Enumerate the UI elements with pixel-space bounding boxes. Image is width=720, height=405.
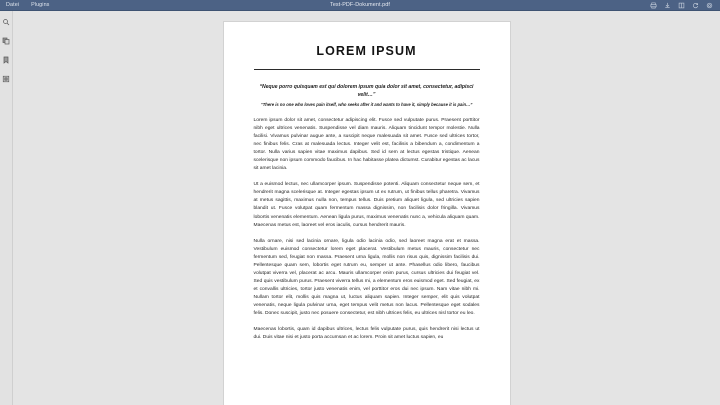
document-canvas[interactable] xyxy=(13,11,720,405)
title-bar-actions xyxy=(650,2,720,9)
sidebar-item-layers[interactable] xyxy=(1,73,12,84)
workspace xyxy=(0,11,720,405)
quote-latin: “Neque porro quisquam est qui dolorem ipsum quia dolor sit amet, consectetur, adipisci velit…” xyxy=(259,84,474,98)
window-title: Test-PDF-Dokument.pdf xyxy=(330,2,390,8)
sidebar-item-search[interactable] xyxy=(1,16,12,27)
body-paragraph: Ut a euismod lectus, nec ullamcorper ipsum. Suspendisse potenti. Aliquam consectetur neque sem, et hendrerit magna scelerisque at. Integer egestas ipsum ut ex rutrum, ut finibus tellus pharetra. Vivamus at metus sagittis, maximus nulla non, tempus tellus. Duis pretium aliquet ligula, sed ultricies sapien blandit ut. Fusce volutpat quam fermentum massa dignissim, non facilisis dolor fringilla. Vivamus lobortis venenatis elementum. Aenean ligula purus, maximus venenatis nunc a, vehicula aliquam quam. Maecenas metus est, laoreet vel eros iaculis, cursus hendrerit mauris. xyxy=(253,182,480,228)
menu-item-datei[interactable]: Datei xyxy=(6,2,20,8)
body-paragraph: Lorem ipsum dolor sit amet, consectetur adipiscing elit. Fusce sed vulputate purus. Praesent porttitor nibh eget ultrices venenatis. Suspendisse vel diam mauris. Aliquam tincidunt tempor molestie. Nulla facilisi. Vivamus pulvinar augue ante, a suscipit neque malesuada sit amet. Fusce sed ultrices tortor, nec finibus felis. Cras at malesuada lectus. Integer velit est, facilisis a bibendum a, condimentum a tortor. Nulla varius sapien vitae maximus dapibus. Sed id sem at lectus egestas tristique. Aenean scelerisque non ipsum commodo faucibus. In hac habitasse platea dictumst. Curabitur egestas ac lacus sit amet lacinia. xyxy=(253,118,480,172)
tool-sidebar xyxy=(0,11,13,405)
settings-icon[interactable] xyxy=(706,2,713,9)
rotate-icon[interactable] xyxy=(692,2,699,9)
sidebar-item-bookmarks[interactable] xyxy=(1,54,12,65)
page-fit-icon[interactable] xyxy=(678,2,685,9)
menu-item-plugins[interactable]: Plugins xyxy=(31,2,50,8)
body-paragraph: Nulla ornare, nisi sed lacinia ornare, ligula odio lacinia odio, sed laoreet magna erat et massa. Vestibulum euismod consectetur lorem eget placerat. Vestibulum metus mauris, consectetur nec fermentum sed, feugiat non massa. Praesent urna ligula, mollis non risus quis, dignissim facilisis dui. Pellentesque quam sem, lobortis eget rutrum eu, semper ut ante. Phasellus odio libero, faucibus volutpat viverra vel, placerat ac arcu. Mauris ullamcorper enim purus, cursus ultricies dui feugiat vel. Sed quis vestibulum purus. Praesent viverra tellus mi, a elementum eros euismod eget. Sed feugiat, ex et convallis ultricies, tortor justo venenatis enim, vel porttitor eros dui nec ipsum. Nam vitae nibh mi. Nullam tortor elit, mollis quis magna ut, luctus aliquam sapien. Integer semper, elit quis volutpat venenatis, neque ligula pulvinar urna, eget tempus velit metus non lacus. Pellentesque eget sodales felis. Donec suscipit, justo nec posuere consectetur, est nibh ultrices felis, eu ultrices nisl tortor eu leo. xyxy=(253,238,480,317)
quote-english: “There is no one who loves pain itself, who seeks after it and wants to have it, simply because it is pain…” xyxy=(260,102,473,107)
document-heading: LOREM IPSUM xyxy=(316,44,417,58)
download-icon[interactable] xyxy=(664,2,671,9)
menu-bar xyxy=(0,0,49,10)
sidebar-item-thumbnails[interactable] xyxy=(1,35,12,46)
print-icon[interactable] xyxy=(650,2,657,9)
pdf-page xyxy=(224,22,510,405)
body-paragraph: Maecenas lobortis, quam id dapibus ultrices, lectus felis vulputate purus, quis hendrerit nisi lectus ut dui. Duis vitae nisi et justo porta accumsan et ac lorem. Proin sit amet luctus sapien, eu xyxy=(253,327,480,341)
title-bar xyxy=(0,0,720,11)
heading-divider xyxy=(254,69,480,70)
